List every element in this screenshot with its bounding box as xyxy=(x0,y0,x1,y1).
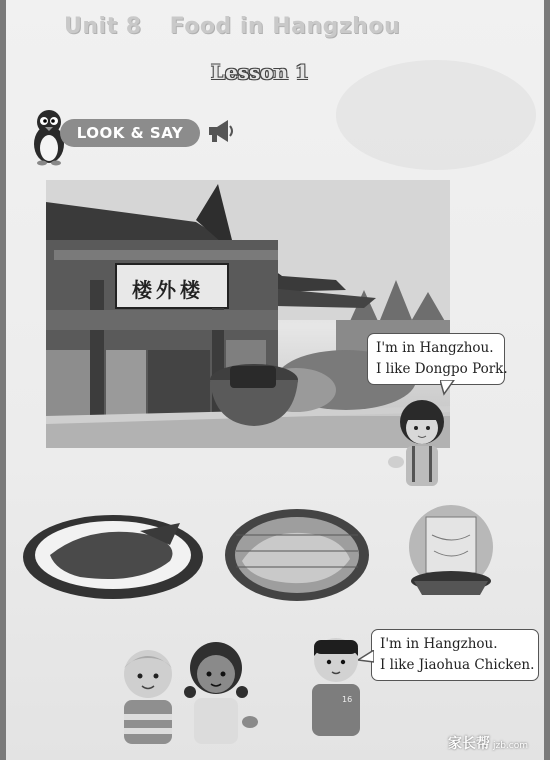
speech-line: I'm in Hangzhou. xyxy=(376,340,494,356)
speech-bubble-boy xyxy=(371,629,539,681)
speech-line: I like Jiaohua Chicken. xyxy=(380,657,535,673)
megaphone-icon xyxy=(206,116,236,146)
speech-line: I'm in Hangzhou. xyxy=(380,636,498,652)
speech-line: I like Dongpo Pork. xyxy=(376,361,508,377)
jiaohua-chicken-plate xyxy=(222,505,372,605)
boy-character xyxy=(114,644,184,744)
lesson-title: Lesson 1 xyxy=(211,60,310,84)
girl-curly-hair-character xyxy=(182,638,262,744)
bubble-tail xyxy=(358,650,374,666)
watermark-brand: 家长帮 xyxy=(448,736,490,752)
textbook-page xyxy=(6,0,544,760)
boy-speaking-character xyxy=(306,632,368,740)
unit-title xyxy=(64,14,400,39)
speech-bubble-girl xyxy=(367,333,508,385)
svg-text:16: 16 xyxy=(342,695,353,704)
restaurant-sign: 楼外楼 xyxy=(132,278,204,302)
bubble-tail xyxy=(440,380,456,396)
watermark-site: jzb.com xyxy=(493,741,529,751)
bleed-through-shadow xyxy=(336,60,536,170)
unit-name: Food in Hangzhou xyxy=(169,14,401,39)
unit-number: Unit 8 xyxy=(64,14,142,39)
west-lake-fish-plate xyxy=(20,505,206,605)
watermark xyxy=(448,733,528,753)
look-and-say-banner: LOOK & SAY xyxy=(60,119,200,147)
girl-character xyxy=(386,398,456,490)
longjing-tea-cup xyxy=(392,505,510,605)
